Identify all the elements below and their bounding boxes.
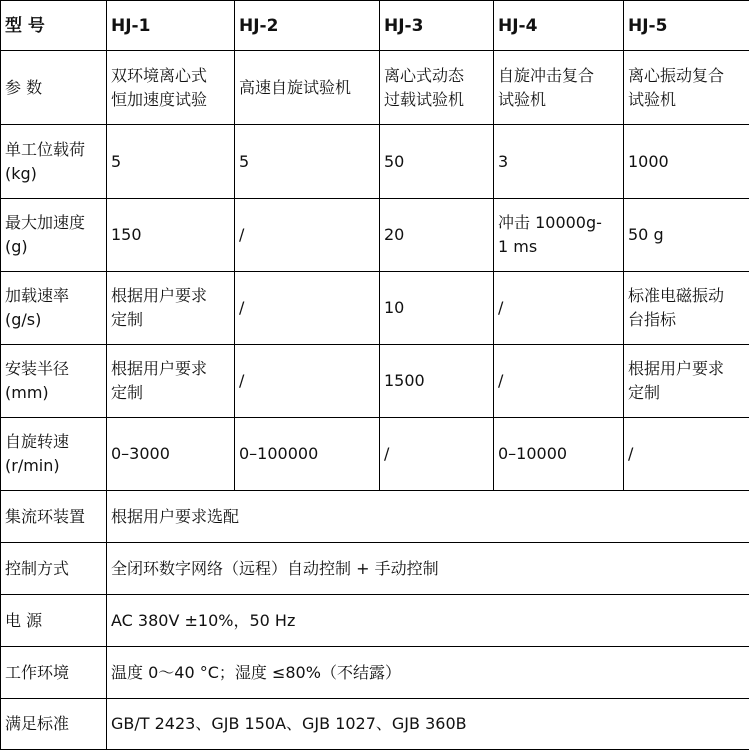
cell-hj5: 离心振动复合 试验机	[624, 51, 749, 125]
cell-hj4: 冲击 10000g- 1 ms	[494, 199, 624, 272]
cell-hj2: 5	[235, 125, 380, 199]
row-label: 参 数	[1, 51, 107, 125]
row-label: 工作环境	[1, 647, 107, 699]
row-label: 电 源	[1, 595, 107, 647]
cell-hj1: 0–3000	[107, 418, 235, 491]
row-environment	[1, 647, 749, 699]
row-label: 安装半径 (mm)	[1, 345, 107, 418]
row-label: 最大加速度 (g)	[1, 199, 107, 272]
header-hj3: HJ-3	[380, 1, 494, 51]
header-row	[1, 1, 749, 51]
row-radius	[1, 345, 749, 418]
row-label: 加载速率 (g/s)	[1, 272, 107, 345]
row-accel	[1, 199, 749, 272]
cell-hj4: 自旋冲击复合 试验机	[494, 51, 624, 125]
cell-hj1: 150	[107, 199, 235, 272]
cell-hj5: 50 g	[624, 199, 749, 272]
cell-hj5: 根据用户要求 定制	[624, 345, 749, 418]
header-model-label: 型 号	[1, 1, 107, 51]
cell-merged: 全闭环数字网络（远程）自动控制 + 手动控制	[107, 543, 749, 595]
cell-hj2: 0–100000	[235, 418, 380, 491]
row-label: 单工位载荷 (kg)	[1, 125, 107, 199]
cell-hj4: /	[494, 345, 624, 418]
cell-hj5: /	[624, 418, 749, 491]
row-rate	[1, 272, 749, 345]
cell-hj1: 根据用户要求 定制	[107, 345, 235, 418]
row-speed	[1, 418, 749, 491]
cell-merged: GB/T 2423、GJB 150A、GJB 1027、GJB 360B	[107, 699, 749, 750]
cell-hj3: 1500	[380, 345, 494, 418]
cell-hj2: 高速自旋试验机	[235, 51, 380, 125]
cell-hj3: /	[380, 418, 494, 491]
row-control	[1, 543, 749, 595]
cell-hj4: 3	[494, 125, 624, 199]
row-standard	[1, 699, 749, 750]
cell-hj2: /	[235, 345, 380, 418]
row-label: 集流环装置	[1, 491, 107, 543]
cell-hj3: 50	[380, 125, 494, 199]
cell-merged: 温度 0～40 °C；湿度 ≤80%（不结露）	[107, 647, 749, 699]
header-hj1: HJ-1	[107, 1, 235, 51]
cell-hj5: 1000	[624, 125, 749, 199]
row-load	[1, 125, 749, 199]
header-hj5: HJ-5	[624, 1, 749, 51]
cell-hj1: 5	[107, 125, 235, 199]
cell-hj1: 双环境离心式 恒加速度试验	[107, 51, 235, 125]
cell-merged: 根据用户要求选配	[107, 491, 749, 543]
row-power	[1, 595, 749, 647]
cell-hj3: 10	[380, 272, 494, 345]
cell-hj2: /	[235, 199, 380, 272]
cell-hj5: 标准电磁振动 台指标	[624, 272, 749, 345]
header-hj2: HJ-2	[235, 1, 380, 51]
cell-hj3: 20	[380, 199, 494, 272]
cell-hj2: /	[235, 272, 380, 345]
header-hj4: HJ-4	[494, 1, 624, 51]
row-params	[1, 51, 749, 125]
row-label: 自旋转速 (r/min)	[1, 418, 107, 491]
row-slip-ring	[1, 491, 749, 543]
cell-hj4: /	[494, 272, 624, 345]
row-label: 满足标准	[1, 699, 107, 750]
cell-hj1: 根据用户要求 定制	[107, 272, 235, 345]
cell-hj4: 0–10000	[494, 418, 624, 491]
cell-merged: AC 380V ±10%，50 Hz	[107, 595, 749, 647]
row-label: 控制方式	[1, 543, 107, 595]
cell-hj3: 离心式动态 过载试验机	[380, 51, 494, 125]
